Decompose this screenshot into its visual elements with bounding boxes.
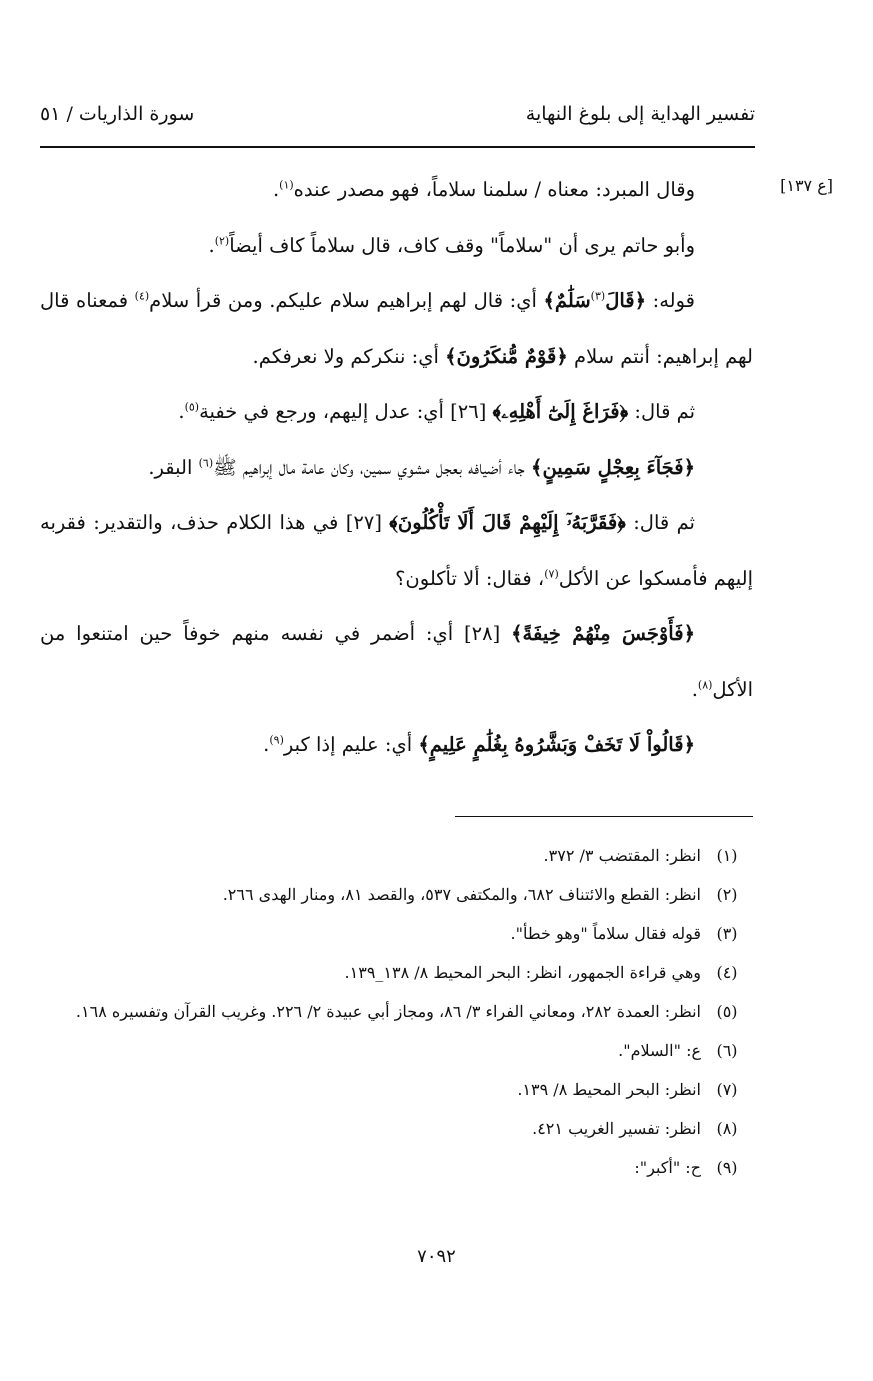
text-run: .: [691, 677, 698, 701]
paragraph: [40, 717, 753, 773]
footnotes: [40, 836, 753, 1187]
text-run: [٢٧] في هذا الكلام حذف، والتقدير: فقربه إليهم فأمسكوا عن الأكل: [40, 511, 753, 590]
quran-verse: ﴿قَالُواْ لَا تَخَفْ وَبَشَّرُوهُ بِغُلَٰمٍ عَلِيمٍ﴾: [418, 733, 695, 756]
text-run: [٢٦] أي: عدل إليهم، ورجع في خفية: [199, 400, 493, 423]
footnote-item: [40, 1148, 753, 1187]
footnote-number: (٣): [716, 924, 738, 943]
text-run: جاء أضيافه بعجل مشوي سمين، وكان عامة مال إبراهيم ﷺ: [213, 455, 532, 479]
paragraph: [40, 606, 753, 717]
footnote-text: ح: "أكبر":: [634, 1158, 701, 1177]
footnote-number: (٧): [716, 1080, 738, 1099]
running-header: [40, 103, 755, 137]
footnote-item: [40, 1070, 753, 1109]
footnote-number: (٩): [716, 1158, 738, 1177]
footnote-text: انظر: المقتضب ٣/ ٣٧٢.: [543, 846, 701, 865]
footnote-ref: (٥): [184, 400, 200, 414]
footnote-separator: [455, 816, 753, 817]
footnote-text: وهي قراءة الجمهور، انظر: البحر المحيط ٨/ ١٣٨_١٣٩.: [344, 963, 701, 982]
footnote-number: (٢): [716, 885, 738, 904]
text-run: فمعناه قال لهم إبراهيم: أنتم سلام: [40, 289, 753, 368]
text-run: قوله:: [646, 289, 695, 312]
text-run: أي: قال لهم إبراهيم سلام عليكم. ومن قرأ سلام: [149, 289, 544, 312]
text-run: .: [263, 733, 270, 756]
footnote-ref: (٧): [544, 567, 559, 580]
footnote-item: [40, 875, 753, 914]
paragraph: [40, 495, 753, 606]
text-run: أي: عليم إذا كبر: [283, 733, 419, 756]
text-run: وأبو حاتم يرى أن "سلاماً" وقف كاف، قال سلاماً كاف أيضاً: [229, 233, 695, 257]
footnote-item: [40, 953, 753, 992]
paragraph: [40, 273, 753, 384]
footnote-ref: (١): [279, 178, 294, 192]
footnote-number: (١): [716, 846, 738, 865]
footnote-ref: (٩): [269, 733, 284, 747]
paragraph: [40, 218, 753, 274]
header-rule: [40, 146, 755, 148]
footnote-number: (٨): [716, 1119, 738, 1138]
quran-verse: سَلَٰمٌ﴾: [543, 289, 591, 312]
footnote-ref: (٨): [697, 678, 713, 691]
footnote-ref: (٢): [214, 234, 230, 247]
footnote-text: قوله فقال سلاماً "وهو خطأ".: [510, 924, 701, 943]
footnote-text: انظر: البحر المحيط ٨/ ١٣٩.: [517, 1080, 701, 1099]
footnote-ref: (٦): [198, 456, 214, 469]
text-run: وقال المبرد: معناه / سلمنا سلاماً، فهو مصدر عنده: [293, 178, 695, 201]
text-run: ثم قال:: [628, 400, 695, 423]
paragraph: [40, 440, 753, 496]
text-run: ، فقال: ألا تأكلون؟: [395, 566, 545, 590]
footnote-item: [40, 836, 753, 875]
text-run: .: [178, 400, 185, 423]
text-run: [٢٨] أي: أضمر في نفسه منهم خوفاً حين امتنعوا من الأكل: [40, 622, 753, 701]
quran-verse: ﴿فَرَاغَ إِلَىٰٓ أَهْلِهِۦ﴾: [492, 400, 629, 423]
footnote-item: [40, 1109, 753, 1148]
footnote-number: (٤): [716, 963, 738, 982]
main-text: [40, 162, 753, 773]
footnote-ref: (٣): [590, 289, 606, 303]
footnote-ref: (٤): [134, 289, 150, 303]
book-title: تفسير الهداية إلى بلوغ النهاية: [525, 103, 755, 125]
paragraph: [40, 384, 753, 440]
footnote-number: (٦): [716, 1041, 738, 1060]
quran-verse: ﴿فَأَوْجَسَ مِنْهُمْ خِيفَةً﴾: [511, 622, 696, 645]
footnote-text: انظر: تفسير الغريب ٤٢١.: [532, 1119, 701, 1138]
surah-label: سورة الذاريات / ٥١: [40, 103, 195, 125]
text-run: أي: ننكركم ولا نعرفكم.: [252, 344, 446, 368]
quran-verse: ﴿فَقَرَّبَهُۥٓ إِلَيْهِمْ قَالَ أَلَا تَأْكُلُونَ﴾: [389, 511, 626, 534]
quran-verse: ﴿قَوْمٌ مُّنكَرُونَ﴾: [445, 344, 568, 368]
paragraph: [40, 162, 753, 218]
footnote-text: انظر: القطع والائتناف ٦٨٢، والمكتفى ٥٣٧، والقصد ٨١، ومنار الهدى ٢٦٦.: [222, 885, 701, 904]
footnote-item: [40, 914, 753, 953]
quran-verse: ﴿قَالَ: [605, 289, 647, 312]
text-run: البقر.: [148, 455, 199, 479]
text-run: .: [272, 178, 280, 201]
footnote-text: ع: "السلام".: [618, 1041, 701, 1060]
text-run: .: [208, 233, 215, 257]
manuscript-marginal-ref: [ع ١٣٧]: [780, 176, 833, 195]
page-number: ٧٠٩٢: [417, 1246, 456, 1267]
footnote-text: انظر: العمدة ٢٨٢، ومعاني الفراء ٣/ ٨٦، ومجاز أبي عبيدة ٢/ ٢٢٦. وغريب القرآن وتفسيره ١٦٨.: [75, 1002, 701, 1021]
quran-verse: ﴿فَجَآءَ بِعِجْلٍ سَمِينٍ﴾: [531, 455, 695, 479]
footnote-item: [40, 1031, 753, 1070]
footnote-number: (٥): [716, 1002, 738, 1021]
footnote-item: [40, 992, 753, 1031]
text-run: ثم قال:: [625, 511, 695, 534]
